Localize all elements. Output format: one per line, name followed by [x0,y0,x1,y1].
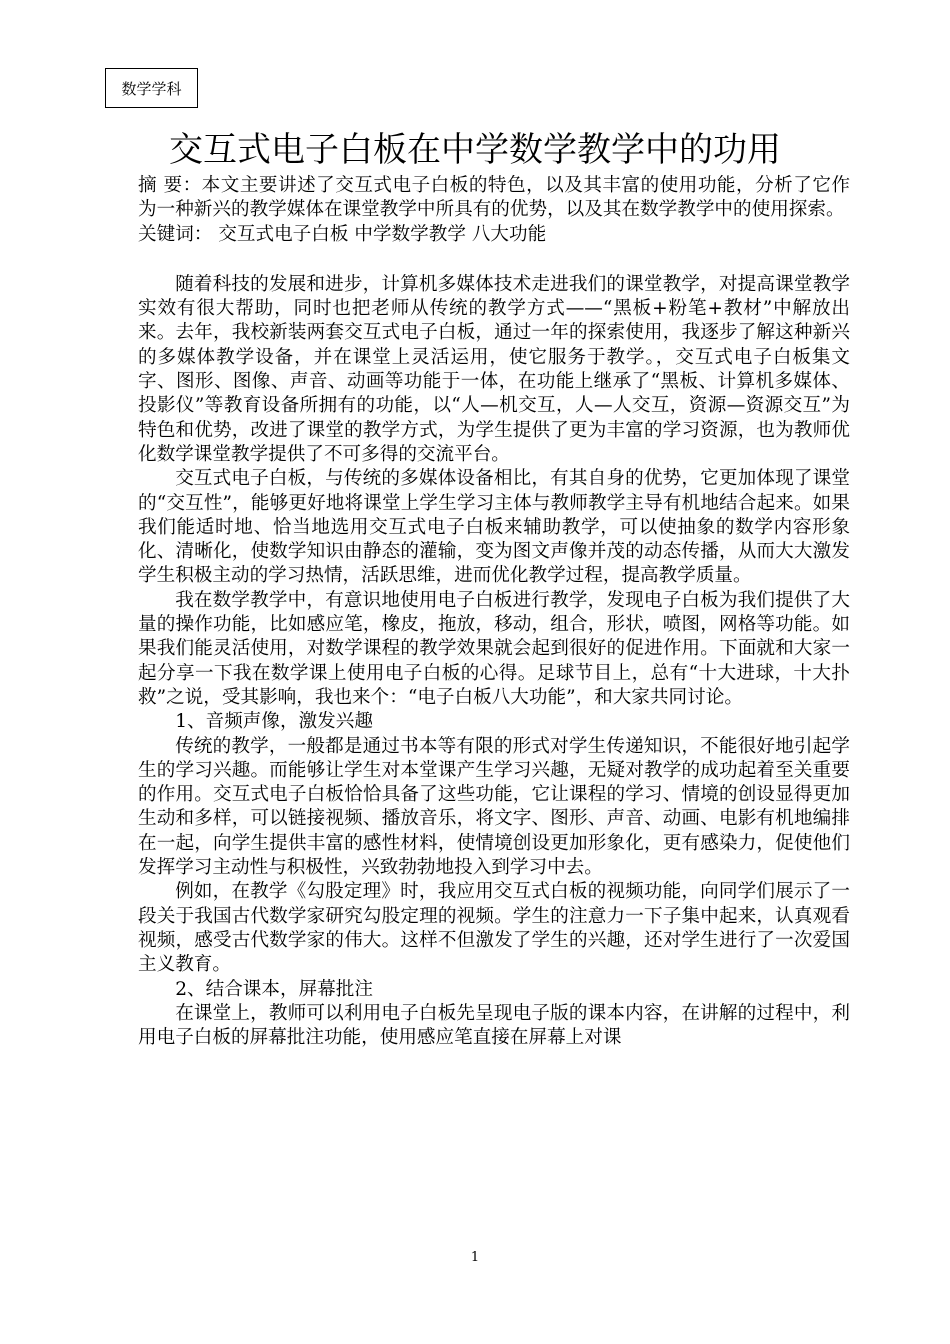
paragraph-section-2: 在课堂上，教师可以利用电子白板先呈现电子版的课本内容，在讲解的过程中，利用电子白板的屏幕批注功能，使用感应笔直接在屏幕上对课 [138,1002,850,1049]
section-heading-2: 2、结合课本，屏幕批注 [175,978,373,1000]
abstract: 摘 要：本文主要讲述了交互式电子白板的特色，以及其丰富的使用功能，分析了它作为一种新兴的教学媒体在课堂教学中所具有的优势，以及其在数学教学中的使用探索。 [138,175,850,221]
paragraph-example: 例如，在教学《勾股定理》时，我应用交互式白板的视频功能，向同学们展示了一段关于我国古代数学家研究勾股定理的视频。学生的注意力一下子集中起来，认真观看视频，感受古代数学家的伟大。这样不但激发了学生的兴趣，还对学生进行了一次爱国主义教育。 [138,881,850,976]
paragraph-section-1: 传统的教学，一般都是通过书本等有限的形式对学生传递知识，不能很好地引起学生的学习兴趣。而能够让学生对本堂课产生学习兴趣，无疑对教学的成功起着至关重要的作用。交互式电子白板恰恰具备了这些功能，它让课程的学习、情境的创设显得更加生动和多样，可以链接视频、播放音乐，将文字、图形、声音、动画、电影有机地编排在一起，向学生提供丰富的感性材料，使情境创设更加形象化，更有感染力，促使他们发挥学习主动性与积极性，兴致勃勃地投入到学习中去。 [138,735,850,879]
paragraph-advantages: 交互式电子白板，与传统的多媒体设备相比，有其自身的优势，它更加体现了课堂的“交互性”，能够更好地将课堂上学生学习主体与教师教学主导有机地结合起来。如果我们能适时地、恰当地选用交互式电子白板来辅助教学，可以使抽象的数学内容形象化、清晰化，使数学知识由静态的灌输，变为图文声像并茂的动态传播，从而大大激发学生积极主动的学习热情，活跃思维，进而优化教学过程，提高教学质量。 [138,468,850,587]
subject-label: 数学学科 [121,79,182,98]
blank-line [138,247,850,273]
paragraph-intro: 随着科技的发展和进步，计算机多媒体技术走进我们的课堂教学，对提高课堂教学实效有很大帮助，同时也把老师从传统的教学方式——“黑板+粉笔+教材”中解放出来。去年，我校新装两套交互式电子白板，通过一年的探索使用，我逐步了解这种新兴的多媒体教学设备，并在课堂上灵活运用，使它服务于教学。，交互式电子白板集文字、图形、图像、声音、动画等功能于一体，在功能上继承了“黑板、计算机多媒体、投影仪”等教育设备所拥有的功能，以“人—机交互，人—人交互，资源—资源交互”为特色和优势，改进了课堂的教学方式，为学生提供了更为丰富的学习资源，也为教师优化数学课堂教学提供了不可多得的交流平台。 [138,273,851,465]
document-body [138,174,850,1050]
paragraph-functions: 我在数学教学中，有意识地使用电子白板进行教学，发现电子白板为我们提供了大量的操作功能，比如感应笔，橡皮，拖放，移动，组合，形状，喷图，网格等功能。如果我们能灵活使用，对数学课程的教学效果就会起到很好的促进作用。下面就和大家一起分享一下我在数学课上使用电子白板的心得。足球节目上，总有“十大进球，十大扑救”之说，受其影响，我也来个：“电子白板八大功能”，和大家共同讨论。 [138,589,850,708]
document-title: 交互式电子白板在中学数学教学中的功用 [169,130,781,170]
section-heading-1: 1、音频声像，激发兴趣 [175,711,373,733]
page-number: 1 [470,1250,480,1265]
subject-label-box [105,68,198,108]
keywords: 关键词： 交互式电子白板 中学数学教学 八大功能 [138,223,547,245]
